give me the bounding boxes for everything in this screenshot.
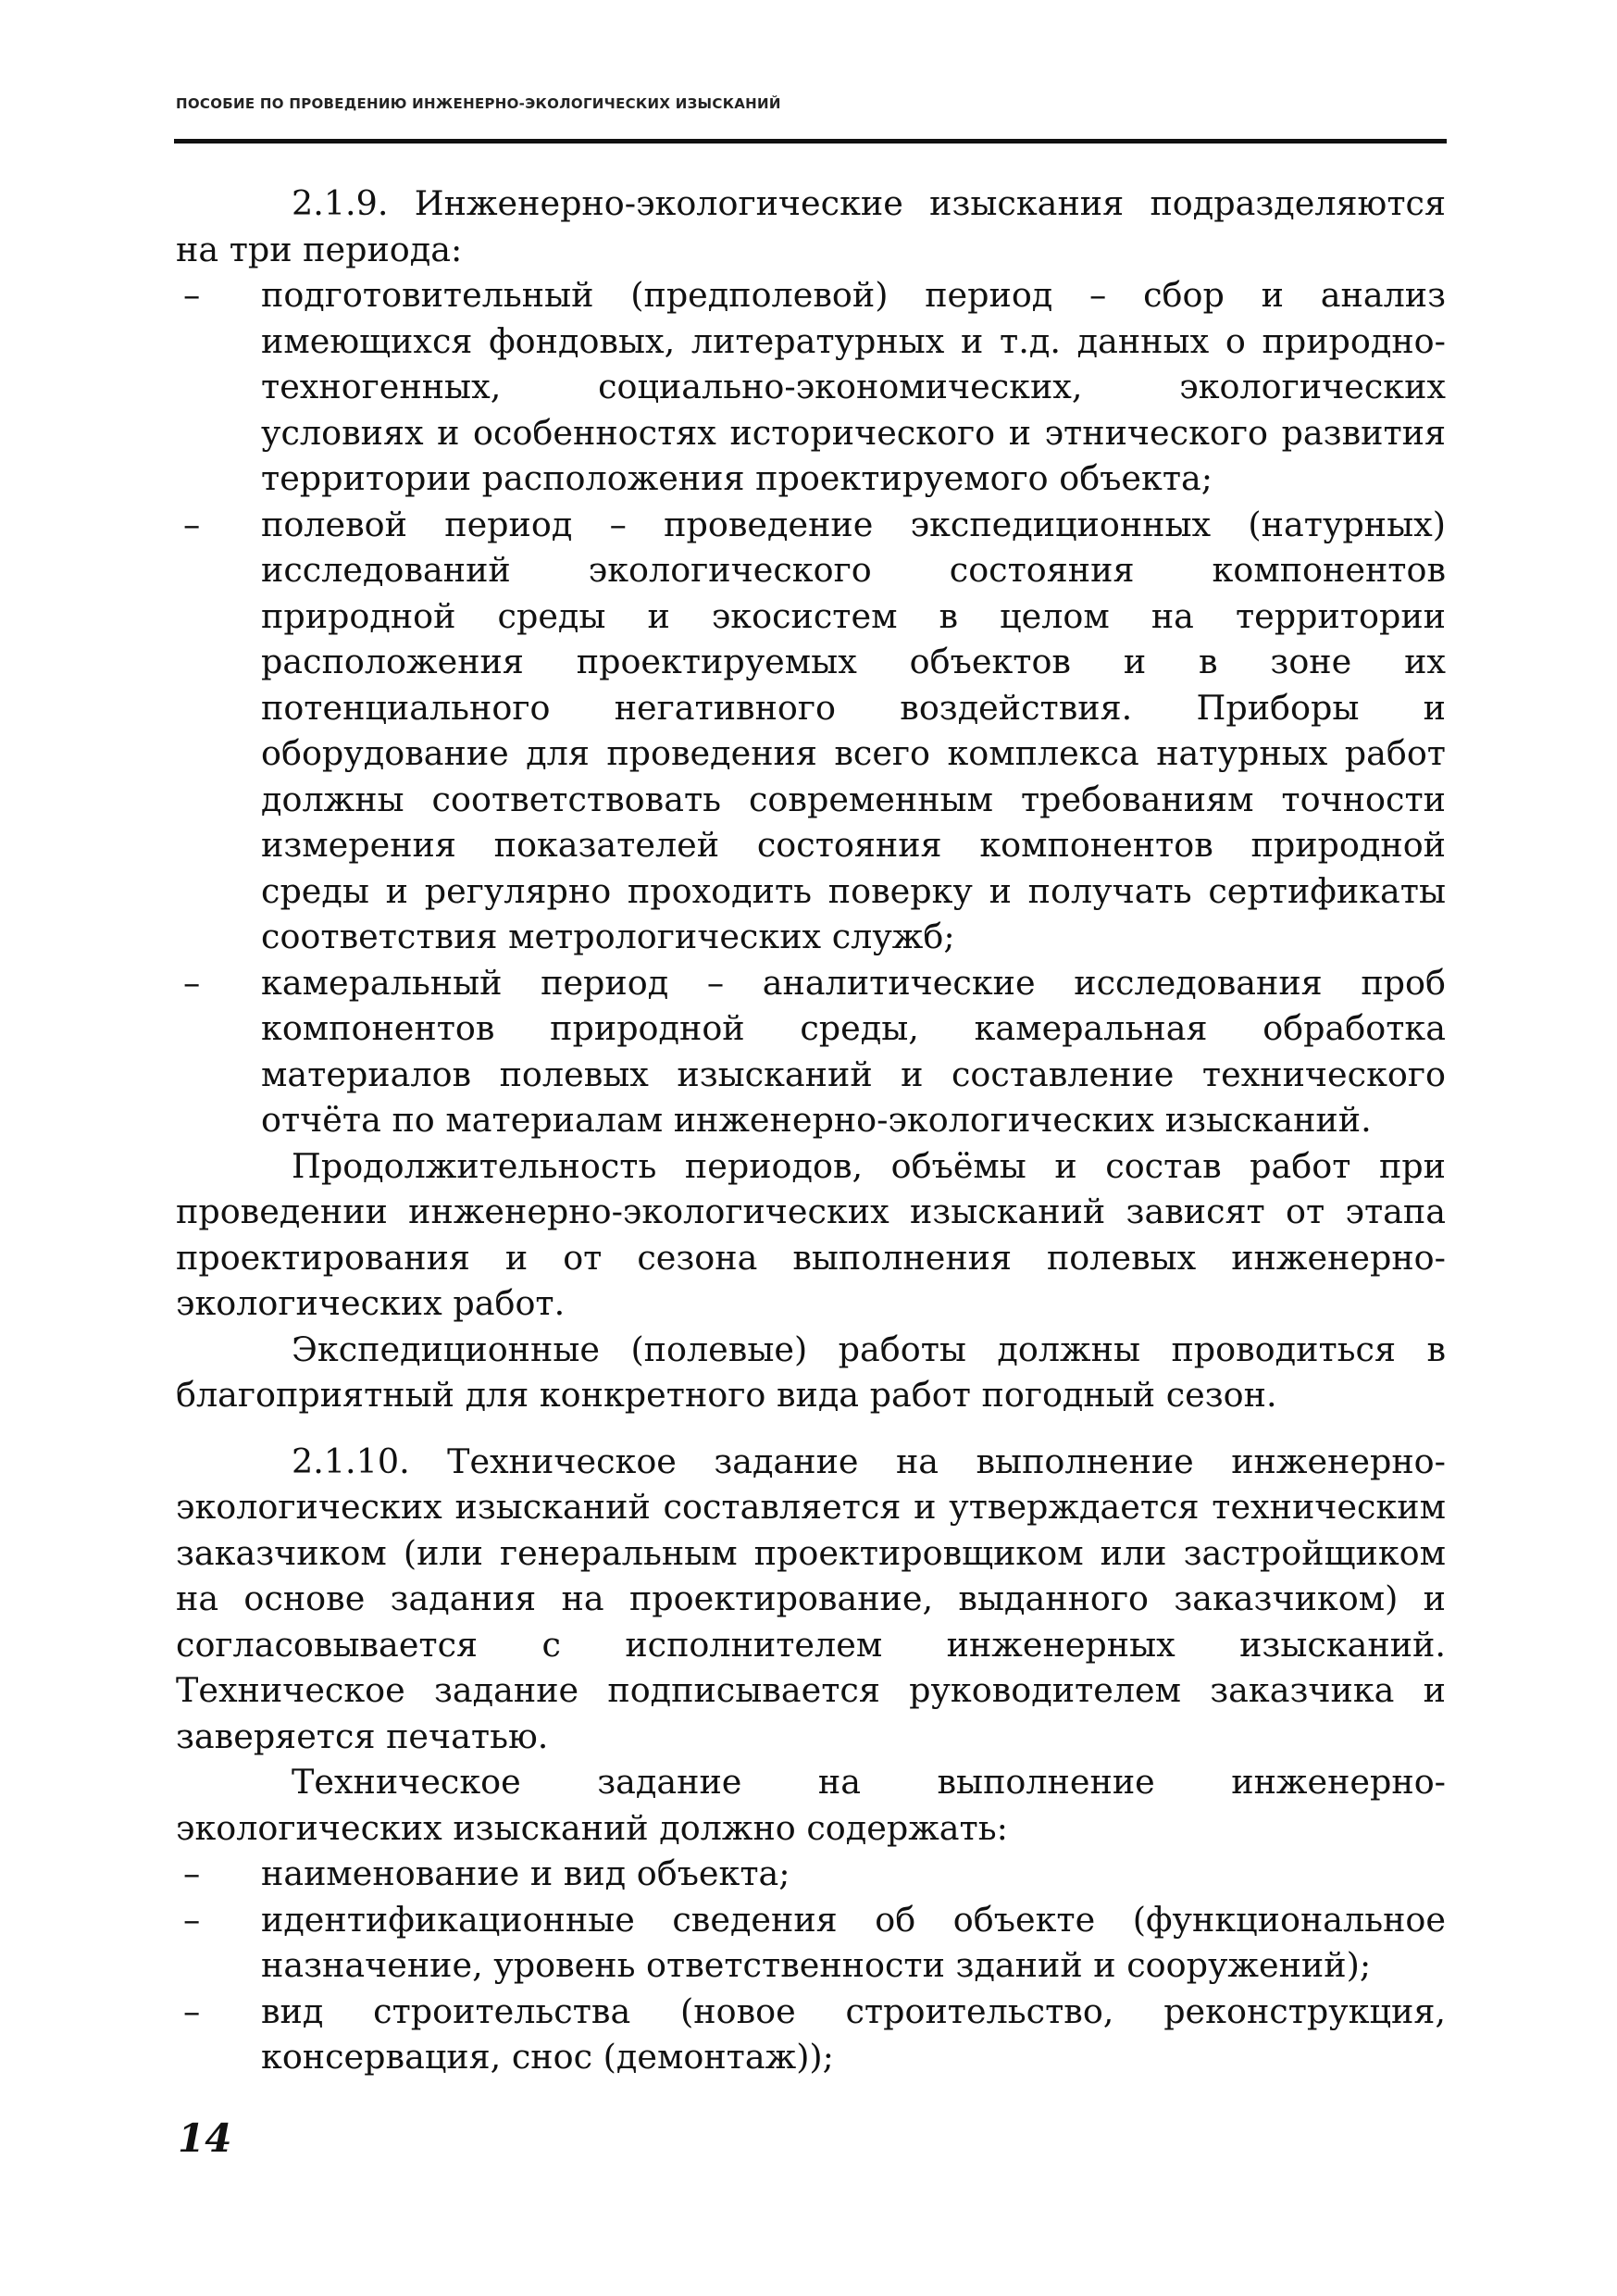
paragraph-2-1-9: 2.1.9. Инженерно-экологические изыскания подразделяются на три периода: <box>176 183 1446 269</box>
list-item-construction-type: – вид строительства (новое строительство, реконструкция, консервация, снос (демонтаж)); <box>176 1989 1446 2080</box>
header-rule <box>174 139 1447 144</box>
list-item-field-period: – полевой период – проведение экспедиционных (натурных) исследований экологического состояния компонентов природной среды и экосистем в целом на территории расположения проектируемых объектов и в зоне их потенциального негативного воздействия. Приборы и оборудование для проведения всего комплекса натурных работ должны соответствовать современным требованиям точности измерения показателей состояния компонентов природной среды и регулярно проходить поверку и получать сертификаты соответствия метрологических служб; <box>176 502 1446 960</box>
page-number: 14 <box>178 2115 232 2161</box>
page-content <box>176 181 1446 2080</box>
paragraph-2-1-10: 2.1.10. Техническое задание на выполнение инженерно-экологических изысканий составляется и утверждается техническим заказчиком (или генеральным проектировщиком или застройщиком на основе задания на проектирование, выданного заказчиком) и согласовывается с исполнителем инженерных изысканий. Техническое задание подписывается руководителем заказчика и заверяется печатью. <box>176 1441 1446 1756</box>
list-item-object-name: – наименование и вид объекта; <box>176 1851 1446 1897</box>
periods-list <box>176 272 1446 1143</box>
list-item-office-period: – камеральный период – аналитические исследования проб компонентов природной среды, камеральная обработка материалов полевых изысканий и составление технического отчёта по материалам инженерно-экологических изысканий. <box>176 960 1446 1143</box>
running-header: ПОСОБИЕ ПО ПРОВЕДЕНИЮ ИНЖЕНЕРНО-ЭКОЛОГИЧЕСКИХ ИЗЫСКАНИЙ <box>176 95 781 112</box>
list-item-identification: – идентификационные сведения об объекте (функциональное назначение, уровень ответственности зданий и сооружений); <box>176 1897 1446 1989</box>
paragraph-duration: Продолжительность периодов, объёмы и состав работ при проведении инженерно-экологических изысканий зависят от этапа проектирования и от сезона выполнения полевых инженерно-экологических работ. <box>176 1145 1446 1323</box>
list-item-preparatory-period: – подготовительный (предполевой) период – сбор и анализ имеющихся фондовых, литературных и т.д. данных о природно-техногенных, социально-экономических, экологических условиях и особенностях исторического и этнического развития территории расположения проектируемого объекта; <box>176 272 1446 502</box>
paragraph-expedition: Экспедиционные (полевые) работы должны проводиться в благоприятный для конкретного вида работ погодный сезон. <box>176 1329 1446 1415</box>
task-contents-list <box>176 1851 1446 2080</box>
paragraph-task-contents: Техническое задание на выполнение инженерно-экологических изысканий должно содержать: <box>176 1762 1446 1848</box>
